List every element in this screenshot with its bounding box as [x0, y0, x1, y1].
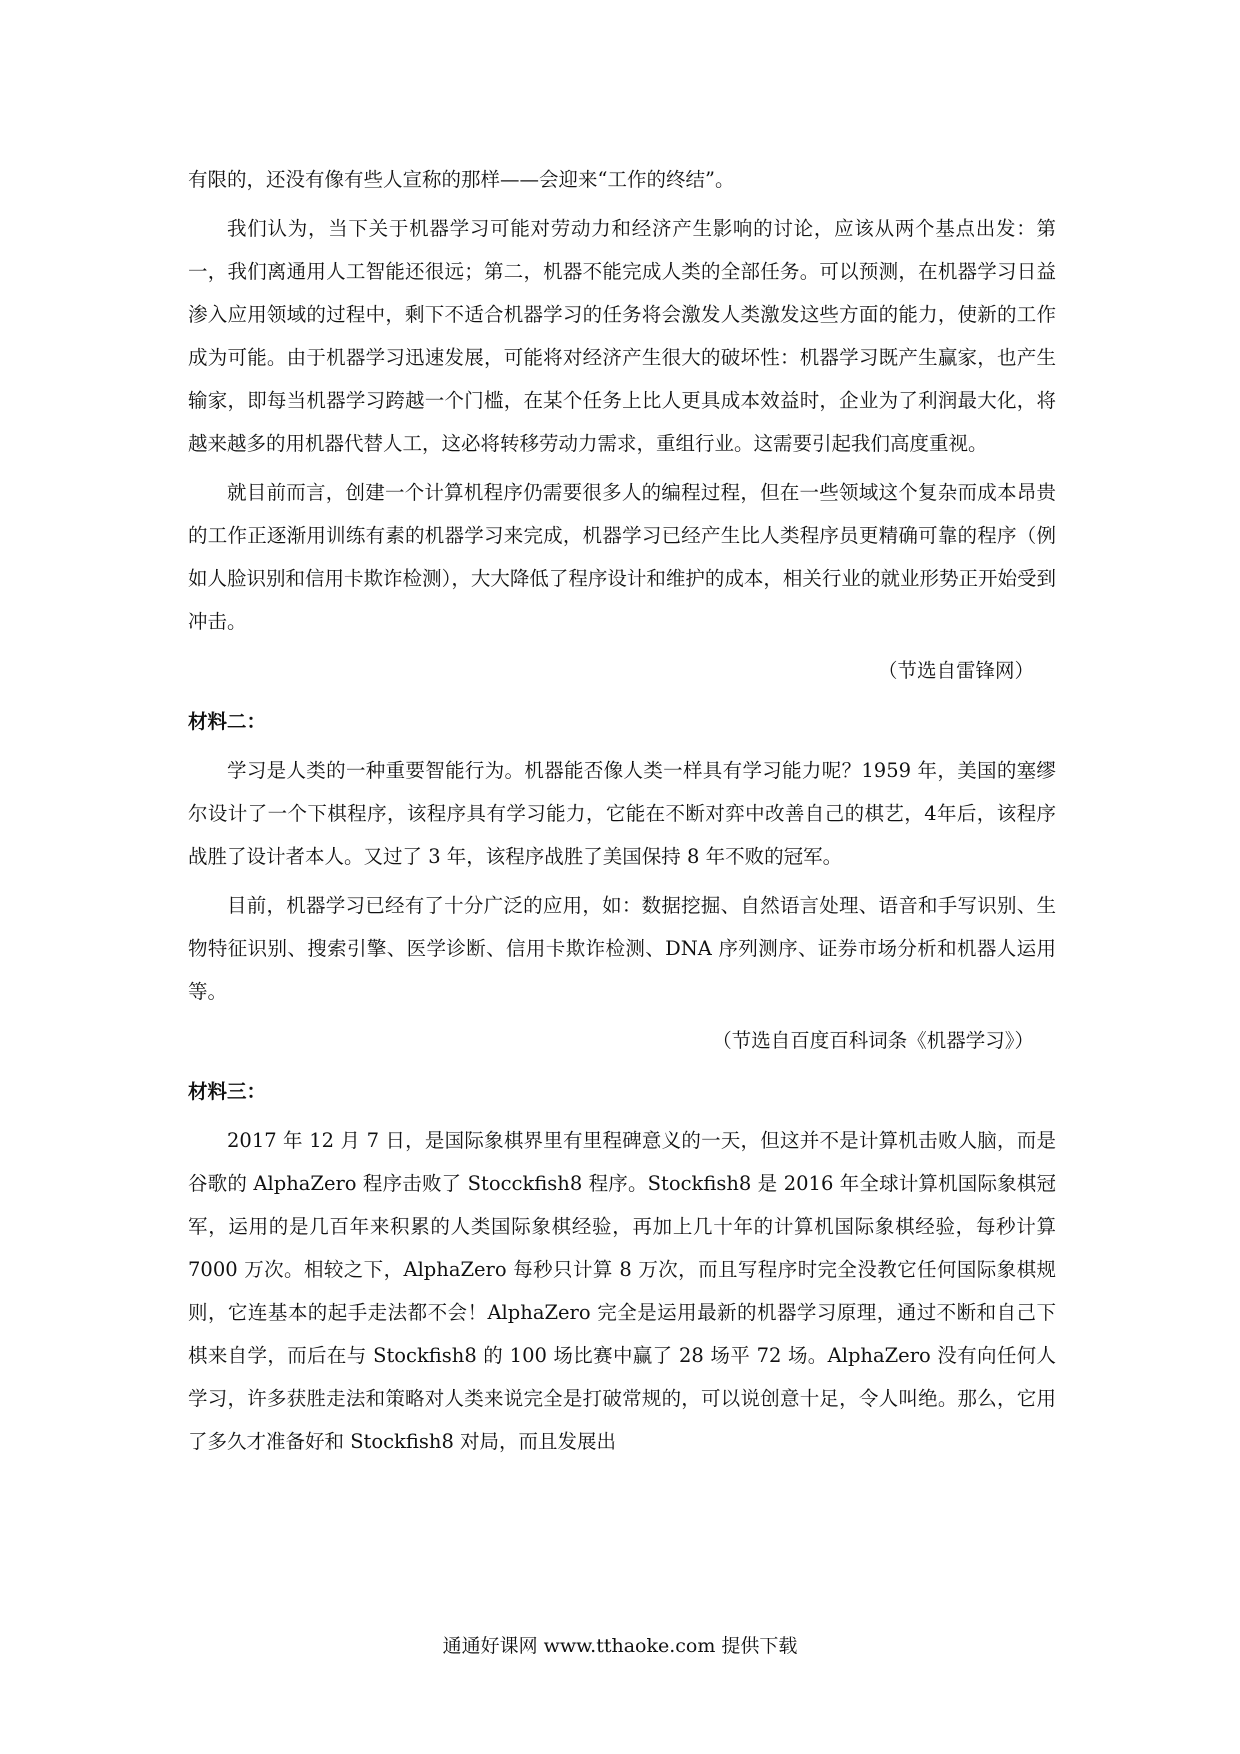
document-body: [188, 158, 1056, 1463]
source-citation-1: （节选自雷锋网）: [877, 659, 1034, 682]
section-heading-material-3: 材料三：: [188, 1080, 267, 1103]
paragraph-programming: 就目前而言，创建一个计算机程序仍需要很多人的编程过程，但在一些领域这个复杂而成本昂贵的工作正逐渐用训练有素的机器学习来完成，机器学习已经产生比人类程序员更精确可靠的程序（例如人脸识别和信用卡欺诈检测），大大降低了程序设计和维护的成本，相关行业的就业形势正开始受到冲击。: [188, 481, 1056, 633]
paragraph-alphazero: 2017 年 12 月 7 日，是国际象棋界里有里程碑意义的一天，但这并不是计算机击败人脑，而是谷歌的 AlphaZero 程序击败了 Stocckfish8 程序。Stockfish8 是 2016 年全球计算机国际象棋冠军，运用的是几百年来积累的人类国际象棋经验，再加上几十年的计算机国际象棋经验，每秒计算 7000 万次。相较之下，AlphaZero 每秒只计算 8 万次，而且写程序时完全没教它任何国际象棋规则，它连基本的起手走法都不会！AlphaZero 完全是运用最新的机器学习原理，通过不断和自己下棋来自学，而后在与 Stockfish8 的 100 场比赛中赢了 28 场平 72 场。AlphaZero 没有向任何人学习，许多获胜走法和策略对人类来说完全是打破常规的，可以说创意十足，令人叫绝。那么，它用了多久才准备好和 Stockfish8 对局，而且发展出: [188, 1129, 1056, 1453]
paragraph-applications: 目前，机器学习已经有了十分广泛的应用，如：数据挖掘、自然语言处理、语音和手写识别、生物特征识别、搜索引擎、医学诊断、信用卡欺诈检测、DNA 序列测序、证券市场分析和机器人运用等。: [188, 894, 1056, 1003]
paragraph-ml-impact: 我们认为，当下关于机器学习可能对劳动力和经济产生影响的讨论，应该从两个基点出发：第一，我们离通用人工智能还很远；第二，机器不能完成人类的全部任务。可以预测，在机器学习日益渗入应用领域的过程中，剩下不适合机器学习的任务将会激发人类激发这些方面的能力，使新的工作成为可能。由于机器学习迅速发展，可能将对经济产生很大的破坏性：机器学习既产生赢家，也产生输家，即每当机器学习跨越一个门槛，在某个任务上比人更具成本效益时，企业为了利润最大化，将越来越多的用机器代替人工，这必将转移劳动力需求，重组行业。这需要引起我们高度重视。: [188, 217, 1056, 455]
paragraph-continuation: 有限的，还没有像有些人宣称的那样——会迎来“工作的终结”。: [188, 168, 735, 191]
source-citation-2: （节选自百度百科词条《机器学习》）: [712, 1029, 1034, 1052]
section-heading-material-2: 材料二：: [188, 710, 267, 733]
paragraph-learning-history: 学习是人类的一种重要智能行为。机器能否像人类一样具有学习能力呢？1959 年，美国的塞缪尔设计了一个下棋程序，该程序具有学习能力，它能在不断对弈中改善自己的棋艺，4年后，该程序战胜了设计者本人。又过了 3 年，该程序战胜了美国保持 8 年不败的冠军。: [188, 759, 1056, 868]
page-footer: 通通好课网 www.tthaoke.com 提供下载: [442, 1635, 798, 1657]
